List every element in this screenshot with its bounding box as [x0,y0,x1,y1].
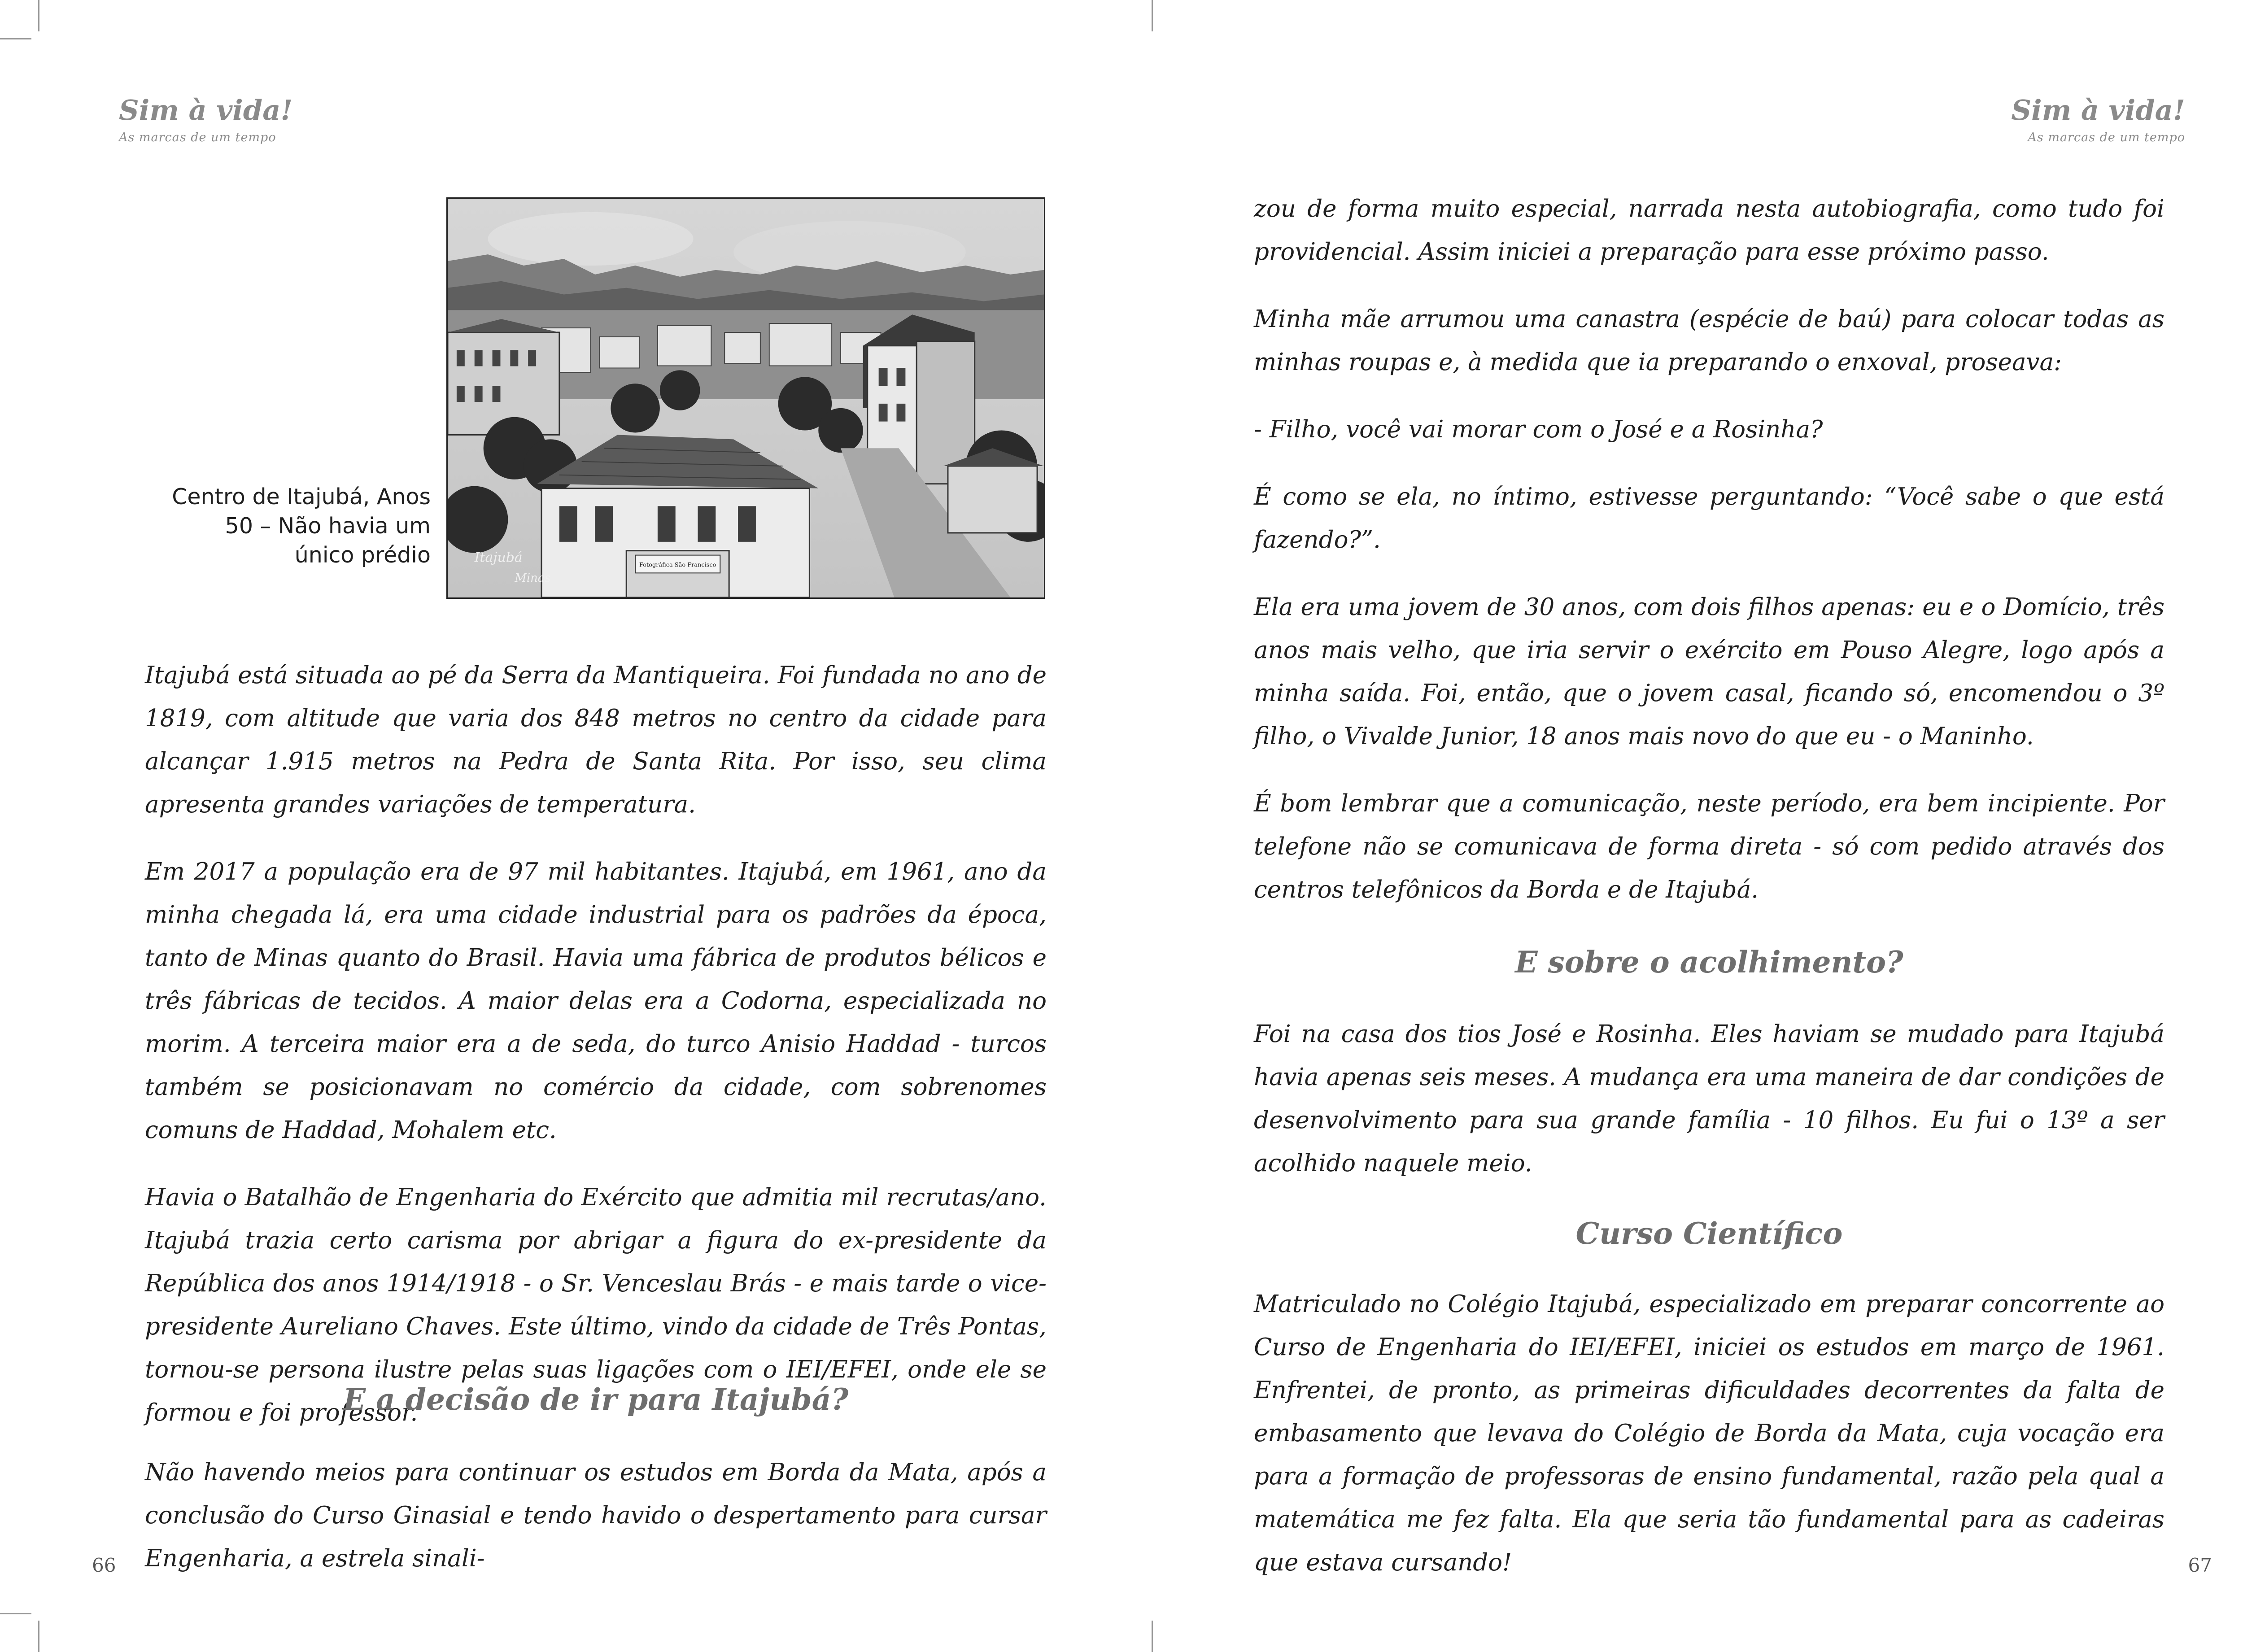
right-text-column [1254,187,2164,911]
paragraph: Itajubá está situada ao pé da Serra da Mantiqueira. Foi fundada no ano de 1819, com altitude que varia dos 848 metros no centro da cidade para alcançar 1.915 metros na Pedra de Santa Rita. Por isso, seu clima apresenta grandes variações de temperatura. [145,662,1047,818]
book-title: Sim à vida! [2011,94,2185,126]
photo-inscription-state: Minas [515,571,551,585]
paragraph: Ela era uma jovem de 30 anos, com dois filhos apenas: eu e o Domício, três anos mais velho, que iria servir o exército em Pouso Alegre, logo após a minha saída. Foi, então, que o jovem casal, ficando só, encomendou o 3º filho, o Vivalde Junior, 18 anos mais novo do que eu - o Maninho. [1254,593,2164,750]
book-subtitle: As marcas de um tempo [2028,131,2185,144]
running-header-right [2011,96,2185,144]
paragraph: Minha mãe arrumou uma canastra (espécie de baú) para colocar todas as minhas roupas e, à medida que ia preparando o enxoval, proseava: [1254,305,2164,376]
page-number-right: 67 [2188,1554,2212,1576]
crop-mark [0,1613,31,1614]
running-header-left [119,96,293,144]
right-text-column-middle [1254,1013,2164,1185]
paragraph: Havia o Batalhão de Engenharia do Exército que admitia mil recrutas/ano. Itajubá trazia certo carisma por abrigar a figura do ex-presidente da República dos anos 1914/1918 - o Sr. Venceslau Brás - e mais tarde o vice-presidente Aureliano Chaves. Este último, vindo da cidade de Três Pontas, tornou-se persona ilustre pelas suas ligações com o IEI/EFEI, onde ele se formou e foi professor. [145,1184,1047,1426]
left-text-column-bottom [145,1451,1047,1580]
crop-mark [38,1621,39,1652]
crop-mark [0,38,31,39]
section-heading: E sobre o acolhimento? [1515,945,1903,980]
book-title: Sim à vida! [119,94,293,126]
crop-mark [1152,0,1153,31]
page-number-left: 66 [92,1554,116,1576]
crop-mark [1152,1621,1153,1652]
crop-mark [38,0,39,31]
right-text-column-bottom [1254,1283,2164,1584]
paragraph: É bom lembrar que a comunicação, neste período, era bem incipiente. Por telefone não se comunicava de forma direta - só com pedido através dos centros telefônicos da Borda e de Itajubá. [1254,790,2164,903]
itajuba-photo [446,197,1045,599]
itajuba-photo-image [448,199,1044,597]
paragraph: É como se ela, no íntimo, estivesse perguntando: “Você sabe o que está fazendo?”. [1254,483,2164,554]
photo-caption: Centro de Itajubá, Anos 50 – Não havia um único prédio [172,484,431,568]
photo-inscription-city: Itajubá [474,549,523,566]
paragraph: Matriculado no Colégio Itajubá, especializado em preparar concorrente ao Curso de Engenharia do IEI/EFEI, iniciei os estudos em março de 1961. Enfrentei, de pronto, as primeiras dificuldades decorrentes da falta de embasamento que levava do Colégio de Borda da Mata, cuja vocação era para a formação de professoras de ensino fundamental, razão pela qual a matemática me fez falta. Ela que seria tão fundamental para as cadeiras que estava cursando! [1254,1290,2164,1576]
paragraph: - Filho, você vai morar com o José e a Rosinha? [1254,416,1823,443]
paragraph: Em 2017 a população era de 97 mil habitantes. Itajubá, em 1961, ano da minha chegada lá, era uma cidade industrial para os padrões da época, tanto de Minas quanto do Brasil. Havia uma fábrica de produtos bélicos e três fábricas de tecidos. A maior delas era a Codorna, especializada no morim. A terceira maior era a de seda, do turco Anisio Haddad - turcos também se posicionavam no comércio da cidade, com sobrenomes comuns de Haddad, Mohalem etc. [145,858,1047,1144]
paragraph: Não havendo meios para continuar os estudos em Borda da Mata, após a conclusão do Curso Ginasial e tendo havido o despertamento para cursar Engenharia, a estrela sinali- [145,1459,1047,1572]
section-heading: Curso Científico [1575,1216,1843,1251]
photo-sign-text: Fotográfica São Francisco [639,562,716,569]
left-text-column [145,654,1047,1434]
section-heading: E a decisão de ir para Itajubá? [343,1382,849,1417]
paragraph: Foi na casa dos tios José e Rosinha. Eles haviam se mudado para Itajubá havia apenas seis meses. A mudança era uma maneira de dar condições de desenvolvimento para sua grande família - 10 filhos. Eu fui o 13º a ser acolhido naquele meio. [1254,1020,2164,1177]
paragraph: zou de forma muito especial, narrada nesta autobiografia, como tudo foi providencial. Assim iniciei a preparação para esse próximo passo. [1254,195,2164,266]
book-subtitle: As marcas de um tempo [119,131,276,144]
